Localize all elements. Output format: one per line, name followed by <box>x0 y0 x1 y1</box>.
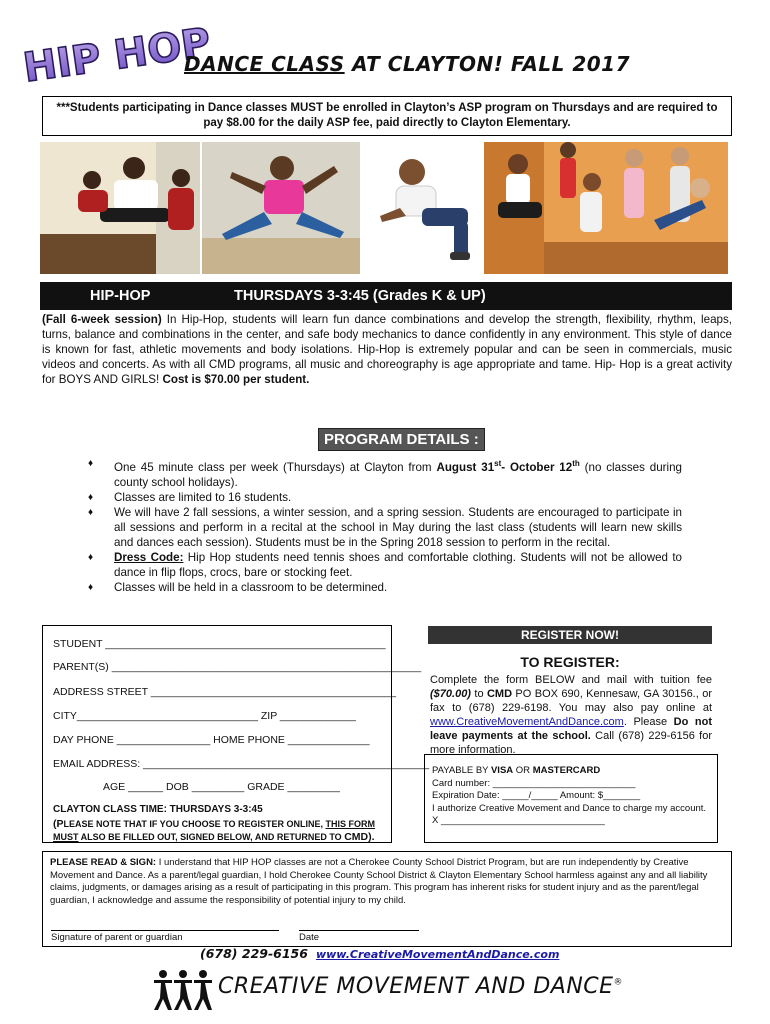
footer-website-link[interactable]: www.CreativeMovementAndDance.com <box>315 948 560 961</box>
hip-hop-logo <box>18 19 214 92</box>
register-now-header: REGISTER NOW! <box>428 626 712 644</box>
footer-contact <box>200 946 559 961</box>
list-item: ♦ One 45 minute class per week (Thursdays) at Clayton from August 31st- October 12th (no classes during county school holidays). <box>88 456 682 490</box>
website-link[interactable]: www.CreativeMovementAndDance.com <box>430 716 624 728</box>
waiver-box <box>42 851 732 947</box>
list-item: ♦ Dress Code: Hip Hop students need tennis shoes and comfortable clothing. Students will not be allowed to dance in flip flops, crocs, bare or stocking feet. <box>88 550 682 580</box>
age-dob-grade-field[interactable]: AGE ______ DOB _________ GRADE _________ <box>103 781 341 793</box>
student-field[interactable]: STUDENT ________________________________________________ <box>53 638 386 650</box>
online-registration-note: (PLEASE NOTE THAT IF YOU CHOOSE TO REGISTER ONLINE, THIS FORM MUST ALSO BE FILLED OUT, SIGNED BELOW, AND RETURNED TO CMD). <box>53 818 376 843</box>
class-description: (Fall 6-week session) In Hip-Hop, students will learn fun dance combinations and develop the strength, flexibility, rhythm, leaps, turns, balance and combinations in the center, and safe body mechanics to dance confidently in any environment. This style of dance is known for fast, athletic movements and body isolations. Hip-Hop is extremely popular and can be seen in commercials, music videos and concerts. As with all CMD programs, all music and choreography is age appropriate and tame. Hip- Hop is a great activity for BOYS AND GIRLS! Cost is $70.00 per student. <box>42 313 732 386</box>
signature-line[interactable]: Signature of parent or guardian <box>51 930 279 945</box>
to-register-title: TO REGISTER: <box>520 654 620 670</box>
parent-field[interactable]: PARENT(S) _____________________________________________________ <box>53 661 422 673</box>
class-schedule: THURSDAYS 3-3:45 (Grades K & UP) <box>234 288 486 304</box>
asp-notice: ***Students participating in Dance classes MUST be enrolled in Clayton’s ASP program on Thursdays and are required to pay $8.00 for the daily ASP fee, paid directly to Clayton Elementary. <box>42 96 732 136</box>
register-instructions: Complete the form BELOW and mail with tuition fee ($70.00) to CMD PO BOX 690, Kennesaw, GA 30156., or fax to (678) 229-6198. You may also pay online at www.CreativeMovementAndDance.com. Please Do not leave payments at the school. Call (678) 229-6156 for more information. <box>430 674 712 756</box>
waiver-text: PLEASE READ & SIGN: I understand that HIP HOP classes are not a Cherokee County School District Program, but are run independently by Creative Movement and Dance. As a parent/legal guardian, I hold Cherokee County School District & Clayton Elementary School harmless against any and all liability claims, judgments, or damages arising as a result of participating in this program. This program has inherent risks for student injury and as the parent/legal guardian, I acknowledge and assume the responsibility of potential injury to my child. <box>50 857 708 906</box>
brand-name: CREATIVE MOVEMENT AND DANCE® <box>218 974 624 999</box>
photo-dancers-2 <box>202 142 360 274</box>
page-title: DANCE CLASS AT CLAYTON! FALL 2017 <box>184 52 630 76</box>
email-field[interactable]: EMAIL ADDRESS: _________________________________________________ <box>53 758 430 770</box>
footer-phone: (678) 229-6156 <box>200 946 308 961</box>
list-item: ♦ We will have 2 fall sessions, a winter session, and a spring session. Students are encouraged to participate in all sessions and perform in a recital at the school in May during the last class (students will learn new skills and dances each session). Students must be in the Spring 2018 session to perform in the recital. <box>88 505 682 550</box>
authorization-field[interactable]: I authorize Creative Movement and Dance to charge my account. X _______________________________ <box>432 802 707 826</box>
city-zip-field[interactable]: CITY_______________________________ ZIP _____________ <box>53 710 356 722</box>
photo-dancers-1 <box>40 142 200 274</box>
payment-methods: PAYABLE BY VISA OR MASTERCARD <box>432 765 601 776</box>
card-number-field[interactable]: Card number: ___________________________ <box>432 777 636 789</box>
dancers-icon <box>152 968 214 1012</box>
registration-form <box>42 625 430 843</box>
program-details-heading: PROGRAM DETAILS : <box>318 428 485 451</box>
phone-field[interactable]: DAY PHONE ________________ HOME PHONE ______________ <box>53 734 370 746</box>
list-item: ♦ Classes are limited to 16 students. <box>88 490 682 505</box>
photo-dancers-3 <box>362 142 482 274</box>
list-item: ♦ Classes will be held in a classroom to be determined. <box>88 580 682 595</box>
expiration-amount-field[interactable]: Expiration Date: _____/_____ Amount: $_______ <box>432 790 641 801</box>
svg-text:HIP HOP: HIP HOP <box>20 19 214 92</box>
class-name: HIP-HOP <box>90 288 151 304</box>
class-time-label: CLAYTON CLASS TIME: THURSDAYS 3-3:45 <box>53 804 263 815</box>
date-line[interactable]: Date <box>299 930 419 945</box>
program-details-list <box>88 456 682 595</box>
address-field[interactable]: ADDRESS STREET __________________________________________ <box>53 686 397 698</box>
payment-box <box>424 754 718 843</box>
photo-strip <box>40 142 728 274</box>
class-banner <box>40 282 732 310</box>
photo-dancers-4 <box>484 142 728 274</box>
